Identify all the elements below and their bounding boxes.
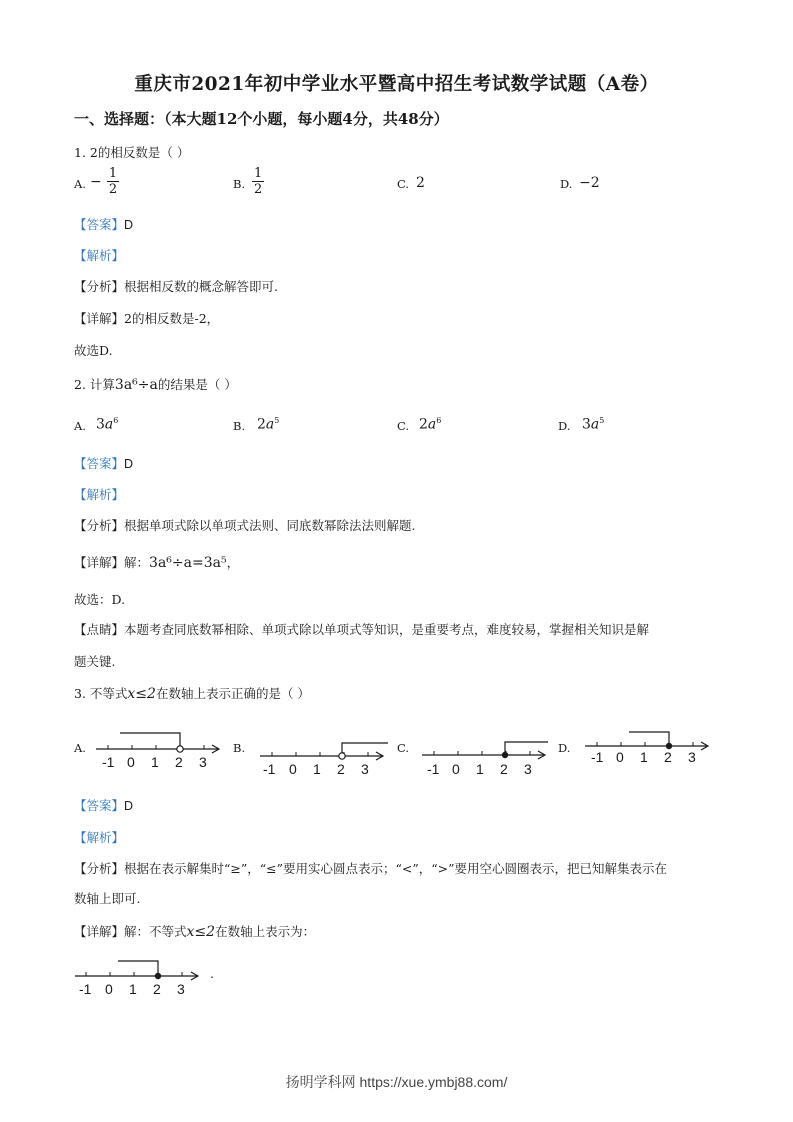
tick-label: 2 <box>500 761 508 777</box>
endpoint-filled <box>502 752 508 758</box>
q2-dianjing-2: 题关键. <box>74 654 116 669</box>
tick-label: 3 <box>177 981 185 997</box>
q1-option-c: 2 <box>416 175 425 191</box>
fraction: $\frac{1}{2}$ <box>108 166 118 197</box>
q1-conclusion: 故选D. <box>74 343 113 358</box>
page-title: 重庆市2021年初中学业水平暨高中招生考试数学试题（A卷） <box>134 74 659 95</box>
tick-label: 3 <box>524 761 532 777</box>
tick-label: -1 <box>427 761 440 777</box>
q3-option-b-numberline <box>258 735 392 781</box>
q3-option-a-label: A. <box>74 741 86 755</box>
tick-label: 0 <box>289 761 297 777</box>
tick-label: 0 <box>127 754 135 770</box>
tick-label: -1 <box>79 981 92 997</box>
q2-fenxi: 【分析】根据单项式除以单项式法则、同底数幂除法法则解题. <box>74 518 416 533</box>
q1-option-d: −2 <box>579 175 600 191</box>
tick-label: 3 <box>361 761 369 777</box>
q3-period: . <box>210 966 214 981</box>
q3-fenxi-1: 【分析】根据在表示解集时“≥”，“≤”要用实心圆点表示；“<”，“>”要用空心圆圈表示，把已知解集表示在 <box>74 861 668 876</box>
q2-option-a: $3a^6$ <box>96 416 119 433</box>
q2-option-c-label: C. <box>397 419 410 433</box>
tick-label: 0 <box>616 749 624 765</box>
q2-xiangjie: 【详解】解：3a⁶÷a=3a⁵， <box>74 555 240 571</box>
tick-label: 0 <box>105 981 113 997</box>
tick-label: 1 <box>313 761 321 777</box>
q3-stem: 3. 不等式x≤2在数轴上表示正确的是（ ） <box>74 686 310 702</box>
q2-option-b: $2a^5$ <box>257 416 280 433</box>
q3-option-d-label: D. <box>558 741 571 755</box>
q3-answer: 【答案】D <box>74 798 134 813</box>
q3-option-c-label: C. <box>397 741 410 755</box>
q2-option-d: $3a^5$ <box>582 416 605 433</box>
q2-option-b-label: B. <box>233 419 246 433</box>
endpoint-open <box>339 753 345 759</box>
solution-bracket <box>120 733 180 749</box>
q1-option-a <box>90 166 119 197</box>
q2-conclusion: 故选：D. <box>74 592 126 607</box>
footer-watermark: 扬明学科网 https://xue.ymbj88.com/ <box>285 1074 508 1090</box>
q1-option-b-label: B. <box>233 177 246 191</box>
tick-label: 2 <box>337 761 345 777</box>
fraction: $\frac{1}{2}$ <box>254 166 263 197</box>
q1-xiangjie: 【详解】2的相反数是-2， <box>74 311 220 326</box>
tick-label: -1 <box>102 754 115 770</box>
q2-stem: 2. 计算3a⁶÷a的结果是（ ） <box>74 377 237 393</box>
minus-sign: − <box>90 174 102 190</box>
q1-analysis-tag: 【解析】 <box>74 248 125 263</box>
q2-answer: 【答案】D <box>74 456 134 471</box>
q3-solution-numberline <box>73 955 205 1001</box>
q3-option-c-numberline <box>420 735 554 781</box>
tick-label: -1 <box>591 749 604 765</box>
tick-label: 3 <box>688 749 696 765</box>
tick-label: 2 <box>153 981 161 997</box>
q3-analysis-tag: 【解析】 <box>74 830 125 845</box>
endpoint-filled <box>155 973 161 979</box>
tick-label: 2 <box>175 754 183 770</box>
q1-option-d-label: D. <box>560 177 573 191</box>
tick-label: 2 <box>664 749 672 765</box>
section-heading: 一、选择题：（本大题12个小题，每小题4分，共48分） <box>74 110 449 128</box>
q2-option-a-label: A. <box>74 419 86 433</box>
tick-label: 1 <box>640 749 648 765</box>
tick-label: 1 <box>129 981 137 997</box>
q3-xiangjie: 【详解】解：不等式x≤2在数轴上表示为： <box>74 924 316 940</box>
q2-option-c: $2a^6$ <box>419 416 442 433</box>
q3-fenxi-2: 数轴上即可. <box>74 891 141 906</box>
tick-label: 1 <box>476 761 484 777</box>
tick-label: 0 <box>452 761 460 777</box>
tick-label: -1 <box>263 761 276 777</box>
endpoint-open <box>177 746 183 752</box>
q1-fenxi: 【分析】根据相反数的概念解答即可. <box>74 279 278 294</box>
q2-option-d-label: D. <box>558 419 571 433</box>
tick-label: 3 <box>199 754 207 770</box>
q2-expression: 3a⁶÷a <box>114 377 158 393</box>
tick-label: 1 <box>151 754 159 770</box>
q2-analysis-tag: 【解析】 <box>74 487 125 502</box>
solution-bracket <box>629 732 669 746</box>
q1-option-b <box>252 166 264 197</box>
q3-option-d-numberline <box>583 726 713 772</box>
q1-option-c-label: C. <box>397 177 410 191</box>
q2-dianjing-1: 【点睛】本题考查同底数幂相除、单项式除以单项式等知识，是重要考点，难度较易，掌握相关知识是解 <box>74 622 650 637</box>
q3-option-b-label: B. <box>233 741 246 755</box>
q3-option-a-numberline <box>94 728 224 774</box>
q3-inequality: x≤2 <box>127 686 156 702</box>
q1-stem: 1. 2的相反数是（ ） <box>74 145 190 160</box>
solution-bracket <box>118 961 158 976</box>
q1-option-a-label: A. <box>74 177 86 191</box>
q1-answer: 【答案】D <box>74 217 134 232</box>
solution-bracket <box>342 743 388 756</box>
